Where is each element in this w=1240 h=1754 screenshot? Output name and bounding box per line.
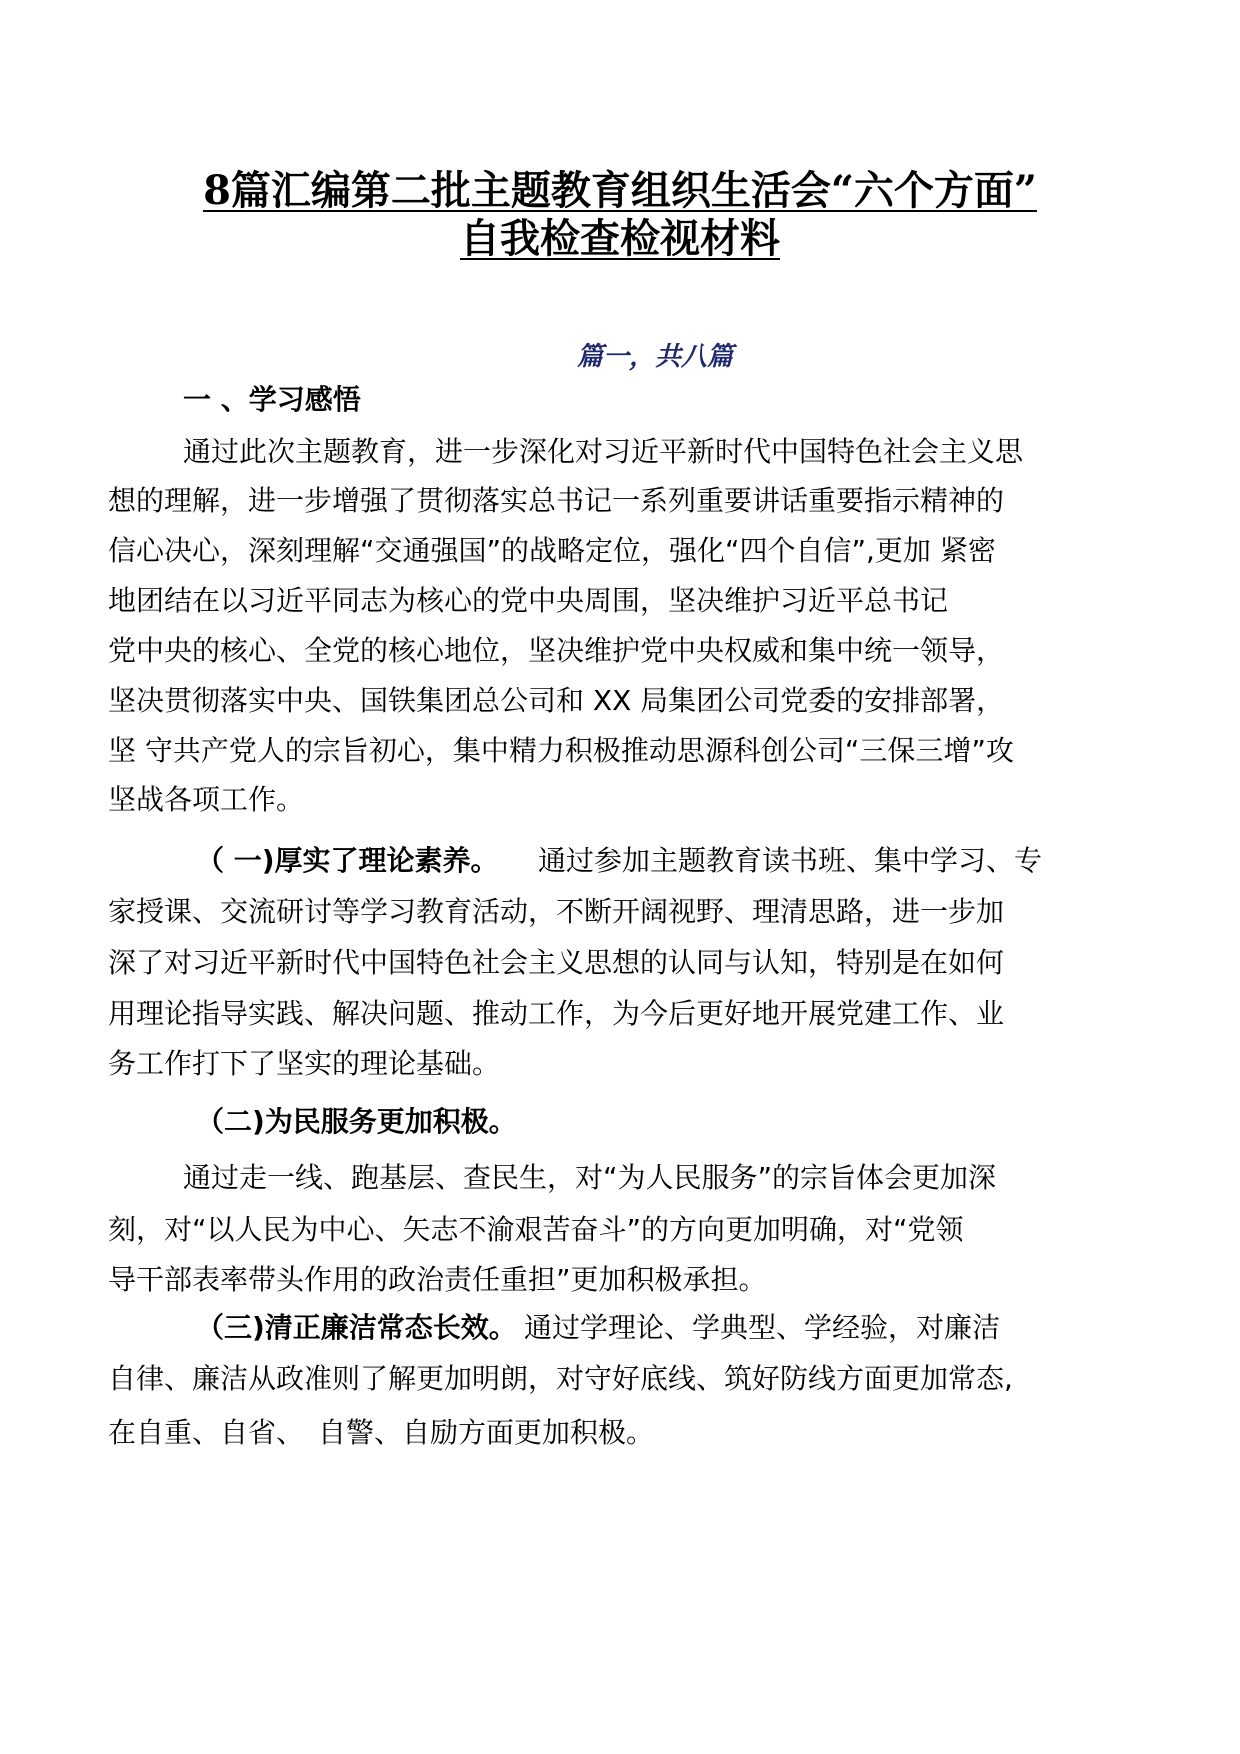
- document-title-line-1: 8篇汇编第二批主题教育组织生活会“六个方面”: [203, 167, 1037, 214]
- point-1-line: 通过参加主题教育读书班、集中学习、专: [538, 844, 1043, 877]
- intro-line: 通过此次主题教育，进一步深化对习近平新时代中国特色社会主义思: [183, 435, 1024, 468]
- point-1-line: 深了对习近平新时代中国特色社会主义思想的认同与认知，特别是在如何: [108, 946, 1005, 979]
- point-3-line: 自律、廉洁从政准则了解更加明朗，对守好底线、筑好防线方面更加常态,: [108, 1362, 1013, 1395]
- point-3-line: 通过学理论、学典型、学经验，对廉洁: [524, 1311, 1001, 1344]
- intro-line: 坚决贯彻落实中央、国铁集团总公司和 XX 局集团公司党委的安排部署，: [108, 684, 1005, 717]
- intro-line: 坚 守共产党人的宗旨初心，集中精力积极推动思源科创公司“三保三增”攻: [108, 734, 1014, 767]
- point-2-line: 刻，对“以人民为中心、矢志不渝艰苦奋斗”的方向更加明确，对“党领: [108, 1213, 964, 1246]
- intro-line: 信心决心，深刻理解“交通强国”的战略定位，强化“四个自信”,更加 紧密: [108, 534, 996, 567]
- point-2-line: 通过走一线、跑基层、查民生，对“为人民服务”的宗旨体会更加深: [183, 1161, 997, 1194]
- point-1-line: 务工作打下了坚实的理论基础。: [108, 1047, 501, 1080]
- intro-line: 想的理解，进一步增强了贯彻落实总书记一系列重要讲话重要指示精神的: [108, 484, 1005, 517]
- document-title-line-2: 自我检查检视材料: [460, 215, 780, 262]
- point-1-line: 家授课、交流研讨等学习教育活动，不断开阔视野、理清思路，进一步加: [108, 895, 1005, 928]
- point-heading-3: （三)清正廉洁常态长效。: [196, 1311, 517, 1344]
- intro-line: 地团结在以习近平同志为核心的党中央周围，坚决维护习近平总书记: [108, 584, 949, 617]
- point-1-line: 用理论指导实践、解决问题、推动工作，为今后更好地开展党建工作、业: [108, 997, 1005, 1030]
- point-3-line: 在自重、自省、 自警、自励方面更加积极。: [108, 1416, 655, 1449]
- point-heading-2: （二)为民服务更加积极。: [196, 1105, 517, 1138]
- point-heading-1: （ 一)厚实了理论素养。: [196, 844, 499, 877]
- point-2-line: 导干部表率带头作用的政治责任重担”更加积极承担。: [108, 1263, 767, 1296]
- section-heading: 一 、学习感悟: [183, 383, 361, 416]
- intro-line: 坚战各项工作。: [108, 783, 305, 816]
- section-subtitle: 篇一，共八篇: [576, 342, 733, 372]
- intro-line: 党中央的核心、全党的核心地位，坚决维护党中央权威和集中统一领导，: [108, 634, 1005, 667]
